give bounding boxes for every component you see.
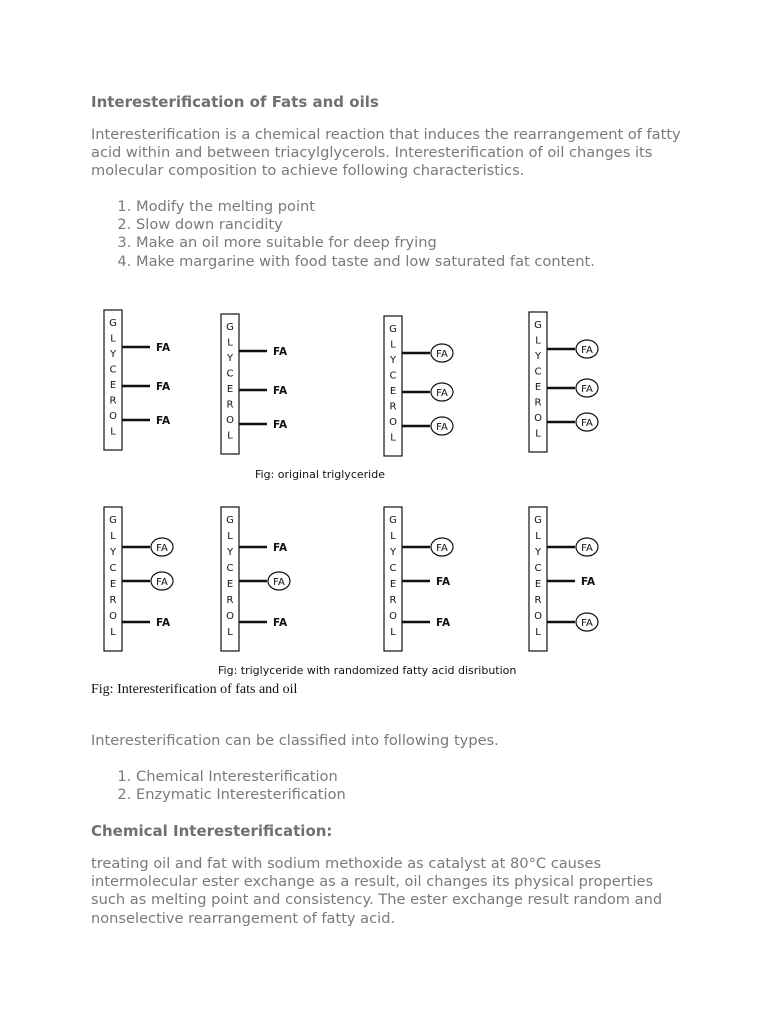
types-list: [91, 768, 346, 804]
glycerol-letter: E: [534, 579, 542, 590]
fa-label: FA: [581, 384, 593, 395]
chemical-paragraph: treating oil and fat with sodium methoxide as catalyst at 80°C causes intermolecular ester exchange as a result, oil changes its physical properties such as melting point and consistency. The ester exchange result random and nonselective rearrangement of fatty acid.: [91, 855, 663, 927]
glycerol-letter: O: [226, 611, 234, 622]
fa-label: FA: [273, 385, 288, 397]
fa-label: FA: [581, 576, 596, 588]
glycerol-letter: O: [534, 413, 542, 424]
fa-label: FA: [436, 422, 448, 433]
fa-label: FA: [156, 415, 171, 427]
glycerol-letter: C: [534, 563, 542, 574]
fa-label: FA: [436, 349, 448, 360]
glycerol-letter: G: [226, 322, 234, 333]
glycerol-letter: L: [390, 339, 396, 351]
glycerol-letter: C: [389, 563, 397, 574]
glycerol-letter: L: [535, 335, 541, 347]
glycerol-letter: R: [109, 595, 117, 606]
glycerol-letter: G: [226, 515, 234, 526]
glycerol-letter: L: [110, 426, 116, 438]
glycerol-letter: L: [390, 432, 396, 444]
list-item: 4. Make margarine with food taste and low saturated fat content.: [136, 253, 595, 271]
glycerol-letter: E: [389, 386, 397, 397]
glycerol-letter: L: [227, 337, 233, 349]
glycerol-letter: L: [227, 627, 233, 638]
glycerol-letter: E: [226, 579, 234, 590]
glycerol-letter: C: [226, 563, 234, 574]
heading-interesterification: Interesterification of Fats and oils: [91, 93, 379, 111]
glycerol-letter: L: [390, 531, 396, 542]
fa-label: FA: [156, 342, 171, 354]
glycerol-letter: O: [389, 417, 397, 428]
glycerol-letter: O: [534, 611, 542, 622]
fa-label: FA: [436, 576, 451, 588]
fa-label: FA: [273, 419, 288, 431]
fa-label: FA: [156, 577, 168, 588]
glycerol-letter: R: [534, 397, 542, 409]
glycerol-letter: L: [227, 430, 233, 442]
glycerol-letter: L: [535, 531, 541, 542]
fa-label: FA: [436, 543, 448, 554]
fa-label: FA: [156, 381, 171, 393]
glycerol-letter: L: [390, 627, 396, 638]
glycerol-letter: Y: [109, 547, 117, 558]
interesterification-figure: [90, 300, 596, 685]
glycerol-letter: Y: [534, 547, 542, 558]
fa-label: FA: [156, 543, 168, 554]
fa-label: FA: [273, 542, 288, 554]
caption-randomized-triglyceride: Fig: triglyceride with randomized fatty acid disribution: [218, 664, 517, 677]
fa-label: FA: [581, 543, 593, 554]
list-item: 1. Chemical Interesterification: [136, 768, 346, 786]
fa-label: FA: [273, 577, 285, 588]
glycerol-letter: R: [109, 395, 117, 407]
glycerol-letter: C: [109, 364, 117, 376]
fa-label: FA: [581, 418, 593, 429]
glycerol-letter: R: [226, 595, 234, 606]
glycerol-letter: O: [389, 611, 397, 622]
glycerol-letter: O: [226, 415, 234, 426]
glycerol-letter: G: [534, 515, 542, 526]
heading-chemical-interesterification: Chemical Interesterification:: [91, 822, 333, 840]
list-item: 2. Slow down rancidity: [136, 216, 595, 234]
glycerol-letter: E: [389, 579, 397, 590]
glycerol-letter: O: [109, 411, 117, 422]
list-item: 3. Make an oil more suitable for deep frying: [136, 234, 595, 252]
glycerol-letter: G: [109, 515, 117, 526]
fa-label: FA: [581, 345, 593, 356]
glycerol-letter: R: [389, 595, 397, 606]
glycerol-letter: C: [226, 368, 234, 380]
fa-label: FA: [273, 617, 288, 629]
list-item: 2. Enzymatic Interesterification: [136, 786, 346, 804]
glycerol-letter: Y: [109, 349, 117, 360]
glycerol-letter: Y: [226, 353, 234, 364]
fa-label: FA: [581, 618, 593, 629]
glycerol-letter: R: [389, 401, 397, 413]
glycerol-letter: O: [109, 611, 117, 622]
fa-label: FA: [436, 388, 448, 399]
glycerol-letter: L: [535, 428, 541, 440]
triglyceride-diagram: [90, 300, 596, 685]
glycerol-letter: R: [534, 595, 542, 606]
glycerol-letter: E: [226, 384, 234, 395]
glycerol-letter: Y: [226, 547, 234, 558]
glycerol-letter: R: [226, 399, 234, 411]
glycerol-letter: C: [534, 366, 542, 378]
glycerol-letter: Y: [389, 547, 397, 558]
glycerol-letter: L: [535, 627, 541, 638]
glycerol-letter: E: [109, 380, 117, 391]
fa-label: FA: [273, 346, 288, 358]
fa-label: FA: [436, 617, 451, 629]
intro-paragraph: Interesterification is a chemical reaction that induces the rearrangement of fatty acid within and between triacylglycerols. Interesterification of oil changes its molecular composition to achieve following characteristics.: [91, 126, 681, 180]
glycerol-letter: L: [110, 531, 116, 542]
fa-label: FA: [156, 617, 171, 629]
glycerol-letter: L: [110, 333, 116, 345]
types-intro: Interesterification can be classified into following types.: [91, 732, 499, 749]
glycerol-letter: Y: [534, 351, 542, 362]
glycerol-letter: G: [534, 320, 542, 331]
glycerol-letter: L: [110, 627, 116, 638]
glycerol-letter: G: [389, 324, 397, 335]
list-item: 1. Modify the melting point: [136, 198, 595, 216]
glycerol-letter: E: [109, 579, 117, 590]
figure-caption: Fig: Interesterification of fats and oil: [91, 682, 298, 697]
caption-original-triglyceride: Fig: original triglyceride: [255, 468, 385, 481]
glycerol-letter: C: [109, 563, 117, 574]
glycerol-letter: C: [389, 370, 397, 382]
glycerol-letter: E: [534, 382, 542, 393]
glycerol-letter: G: [109, 318, 117, 329]
glycerol-letter: Y: [389, 355, 397, 366]
glycerol-letter: G: [389, 515, 397, 526]
glycerol-letter: L: [227, 531, 233, 542]
characteristics-list: [91, 198, 595, 271]
